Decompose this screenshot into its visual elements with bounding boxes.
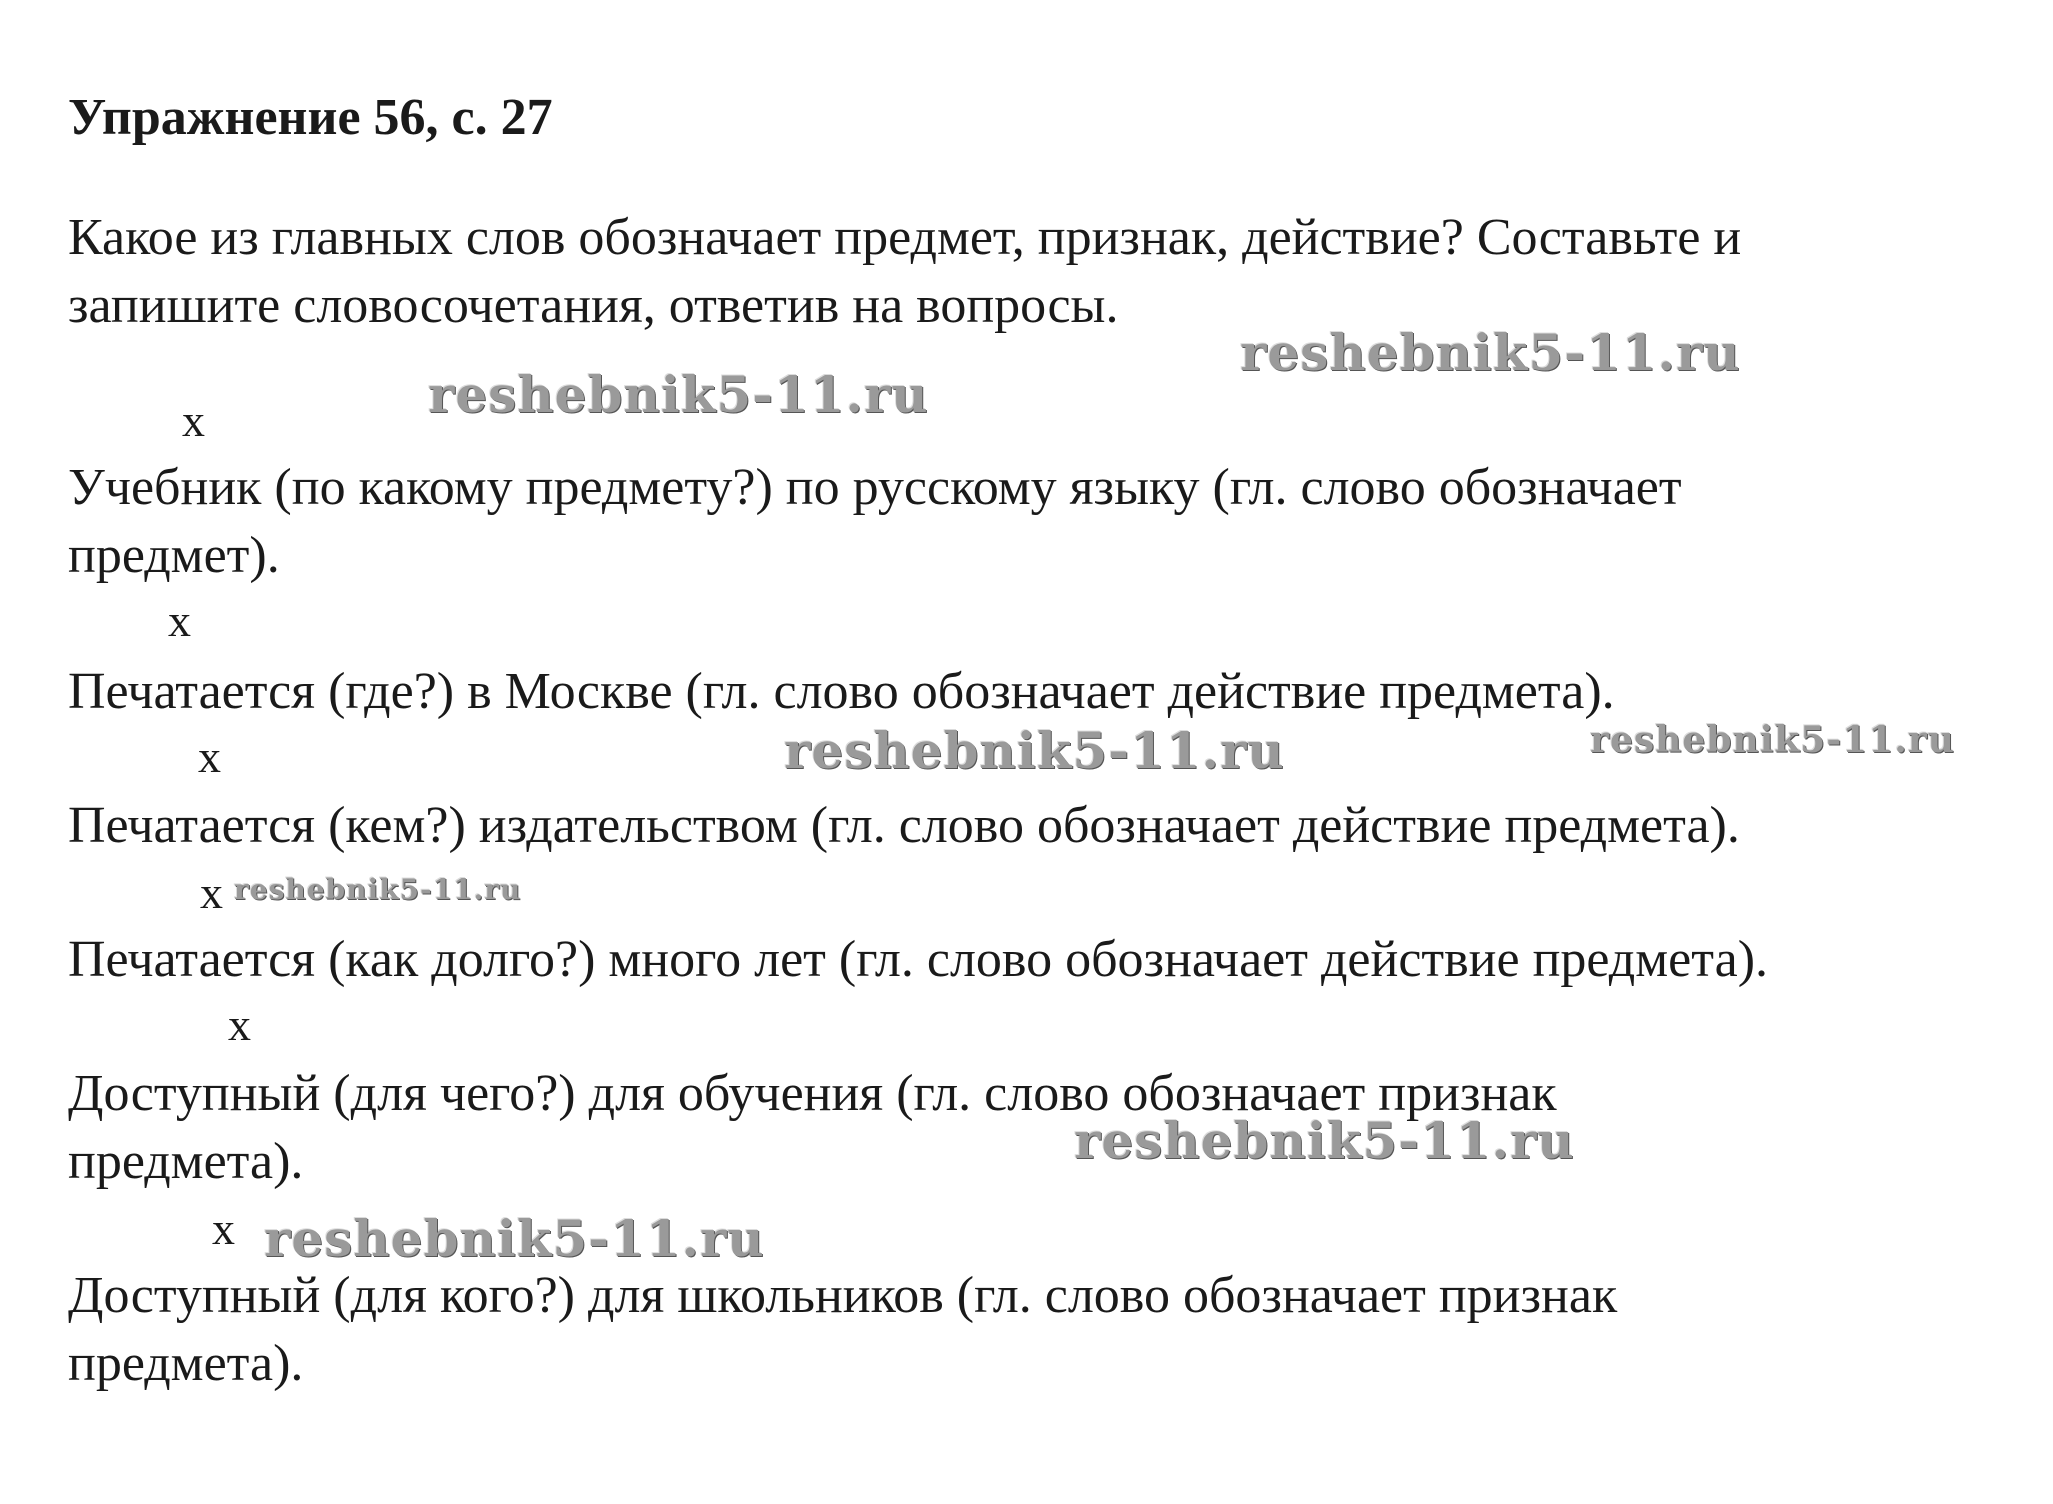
watermark-1: reshebnik5-11.ru <box>1240 323 1741 382</box>
marker-x-5: x <box>228 999 251 1050</box>
answer-1-line-2: предмет). <box>68 527 280 584</box>
watermark-4: reshebnik5-11.ru <box>1590 719 1955 761</box>
answer-6-line-1: Доступный (для кого?) для школьников (гл. слово обозначает признак <box>68 1267 1618 1324</box>
watermark-2: reshebnik5-11.ru <box>428 365 929 424</box>
answer-5-line-1: Доступный (для чего?) для обучения (гл. слово обозначает признак <box>68 1065 1557 1122</box>
answer-5-line-2: предмета). <box>68 1133 304 1190</box>
task-line-1: Какое из главных слов обозначает предмет, признак, действие? Составьте и <box>68 209 1742 266</box>
answer-3-line-1: Печатается (кем?) издательством (гл. слово обозначает действие предмета). <box>68 797 1740 854</box>
task-line-2: запишите словосочетания, ответив на вопросы. <box>68 277 1119 334</box>
answer-2-line-1: Печатается (где?) в Москве (гл. слово обозначает действие предмета). <box>68 663 1615 720</box>
answer-1-line-1: Учебник (по какому предмету?) по русскому языку (гл. слово обозначает <box>68 459 1682 516</box>
answer-4-line-1: Печатается (как долго?) много лет (гл. слово обозначает действие предмета). <box>68 931 1769 988</box>
marker-x-6: x <box>212 1203 235 1254</box>
marker-x-2: x <box>168 595 191 646</box>
watermark-6: reshebnik5-11.ru <box>1074 1111 1575 1170</box>
exercise-title: Упражнение 56, с. 27 <box>68 89 553 146</box>
answer-6-line-2: предмета). <box>68 1335 304 1392</box>
marker-x-4: x <box>200 867 223 918</box>
watermark-3: reshebnik5-11.ru <box>784 721 1285 780</box>
marker-x-3: x <box>198 731 221 782</box>
marker-x-1: x <box>182 395 205 446</box>
watermark-7: reshebnik5-11.ru <box>264 1209 765 1268</box>
watermark-5: reshebnik5-11.ru <box>234 873 522 906</box>
